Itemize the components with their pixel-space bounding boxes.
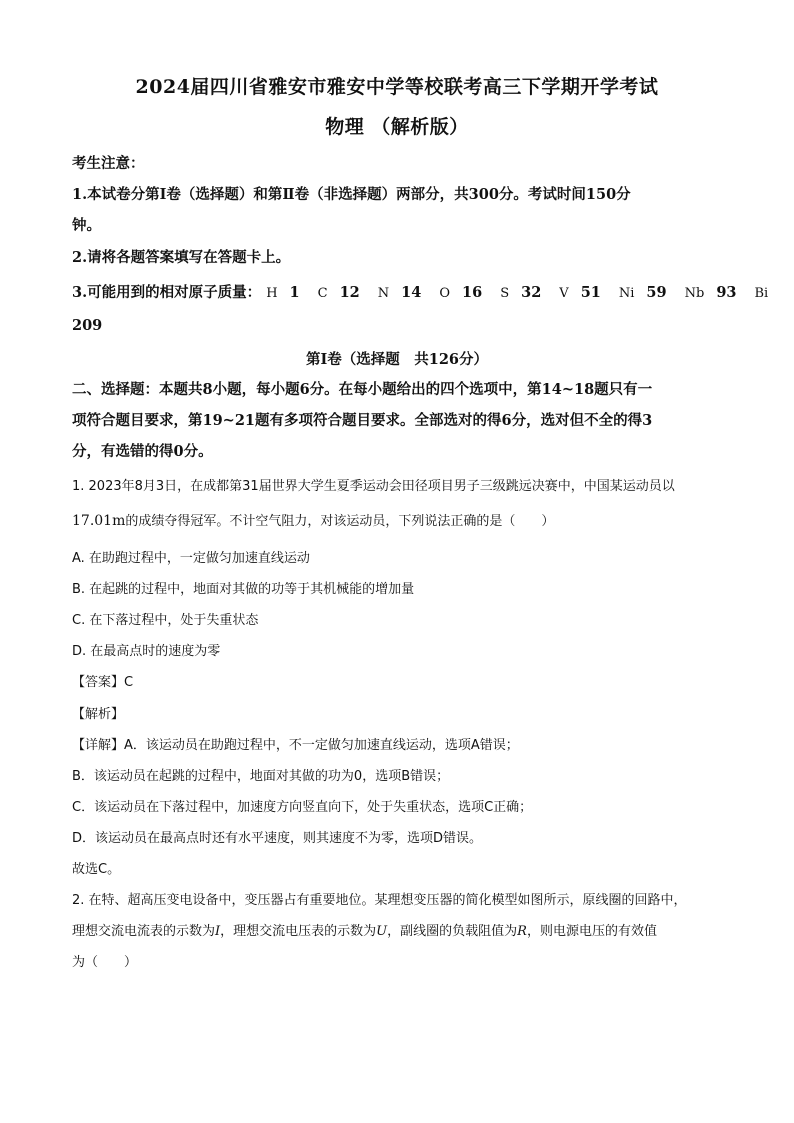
q2-stem-line1: 2. 在特、超高压变电设备中，变压器占有重要地位。某理想变压器的简化模型如图所示，原线圈的回路中， bbox=[72, 893, 687, 908]
atomic-mass-value: 1 bbox=[289, 284, 300, 301]
q2-stem-line3: 为（ ） bbox=[72, 955, 138, 970]
q1-stem-rest: 的成绩夺得冠军。不计空气阻力，对该运动员，下列说法正确的是（ ） bbox=[125, 514, 555, 529]
element-symbol: Bi bbox=[754, 286, 769, 301]
q2-var-current: I bbox=[215, 924, 221, 939]
q2-text-d: ，则电源电压的有效值 bbox=[526, 924, 657, 939]
q2-text-b: ，理想交流电压表的示数为 bbox=[220, 924, 377, 939]
notice-item-3 bbox=[72, 281, 769, 302]
element-symbol: H bbox=[266, 286, 278, 301]
atomic-mass-list bbox=[266, 284, 768, 301]
q1-option-b: B. 在起跳的过程中，地面对其做的功等于其机械能的增加量 bbox=[72, 582, 415, 597]
q2-text-a: 理想交流电流表的示数为 bbox=[72, 924, 216, 939]
atomic-mass-entry bbox=[439, 284, 500, 301]
document-subtitle: 物理 （解析版） bbox=[325, 116, 469, 138]
atomic-mass-entry bbox=[378, 284, 440, 301]
section-instruction-2: 项符合题目要求，第19~21题有多项符合题目要求。全部选对的得6分，选对但不全的得3 bbox=[72, 412, 653, 429]
document-title: 2024届四川省雅安市雅安中学等校联考高三下学期开学考试 bbox=[135, 76, 659, 98]
notice-item-1-cont: 钟。 bbox=[72, 217, 101, 234]
section-heading: 第Ⅰ卷（选择题 共126分） bbox=[305, 351, 489, 368]
q1-analysis-label: 【解析】 bbox=[72, 707, 125, 722]
atomic-mass-value: 93 bbox=[716, 284, 737, 301]
element-symbol: C bbox=[317, 286, 328, 301]
q1-distance-value: 17.01m bbox=[72, 513, 126, 529]
q2-stem-line2 bbox=[72, 920, 732, 939]
atomic-mass-value: 32 bbox=[521, 284, 542, 301]
element-symbol: S bbox=[500, 286, 510, 301]
q1-stem-line2 bbox=[72, 510, 732, 529]
element-symbol: N bbox=[377, 286, 390, 301]
atomic-mass-entry bbox=[685, 284, 755, 301]
atomic-mass-value: 14 bbox=[401, 284, 422, 301]
atomic-mass-value: 59 bbox=[646, 284, 667, 301]
atomic-mass-entry bbox=[318, 284, 378, 301]
notice-item-2: 2.请将各题答案填写在答题卡上。 bbox=[72, 249, 291, 266]
section-instruction-3: 分，有选错的得0分。 bbox=[72, 443, 213, 460]
atomic-mass-entry bbox=[500, 284, 559, 301]
q1-stem-line1: 1. 2023年8月3日，在成都第31届世界大学生夏季运动会田径项目男子三级跳远决赛中，中国某运动员以 bbox=[72, 479, 675, 494]
element-symbol: V bbox=[559, 286, 569, 301]
q1-explain-a: 【详解】A．该运动员在助跑过程中，不一定做匀加速直线运动，选项A错误； bbox=[72, 738, 519, 753]
element-symbol: Nb bbox=[684, 286, 705, 301]
atomic-mass-entry bbox=[619, 284, 685, 301]
notice-item-3-tail: 209 bbox=[72, 317, 103, 334]
q2-text-c: ，副线圈的负载阻值为 bbox=[387, 924, 518, 939]
section-instruction-1: 二、选择题：本题共8小题，每小题6分。在每小题给出的四个选项中，第14~18题只有一 bbox=[72, 381, 653, 398]
atomic-mass-value: 12 bbox=[339, 284, 360, 301]
q1-conclusion: 故选C。 bbox=[72, 862, 121, 877]
notice-item-3-prefix: 3.可能用到的相对原子质量： bbox=[72, 284, 262, 301]
atomic-mass-entry bbox=[755, 284, 769, 301]
q1-option-d: D. 在最高点时的速度为零 bbox=[72, 644, 221, 659]
q1-answer: 【答案】C bbox=[72, 675, 134, 690]
q2-var-resistance: R bbox=[517, 924, 527, 939]
q1-explain-b: B．该运动员在起跳的过程中，地面对其做的功为0，选项B错误； bbox=[72, 769, 450, 784]
element-symbol: Ni bbox=[618, 286, 635, 301]
q1-explain-d: D．该运动员在最高点时还有水平速度，则其速度不为零，选项D错误。 bbox=[72, 831, 483, 846]
atomic-mass-value: 51 bbox=[580, 284, 601, 301]
element-symbol: O bbox=[439, 286, 451, 301]
atomic-mass-entry bbox=[559, 284, 619, 301]
atomic-mass-value: 16 bbox=[462, 284, 483, 301]
notice-item-1: 1.本试卷分第Ⅰ卷（选择题）和第Ⅱ卷（非选择题）两部分，共300分。考试时间150分 bbox=[72, 186, 631, 203]
q1-option-c: C. 在下落过程中，处于失重状态 bbox=[72, 613, 259, 628]
atomic-mass-entry bbox=[266, 284, 317, 301]
q1-explain-c: C．该运动员在下落过程中，加速度方向竖直向下，处于失重状态，选项C正确； bbox=[72, 800, 533, 815]
notice-heading: 考生注意： bbox=[72, 155, 145, 172]
q1-option-a: A. 在助跑过程中，一定做匀加速直线运动 bbox=[72, 551, 310, 566]
q2-var-voltage: U bbox=[376, 924, 388, 939]
